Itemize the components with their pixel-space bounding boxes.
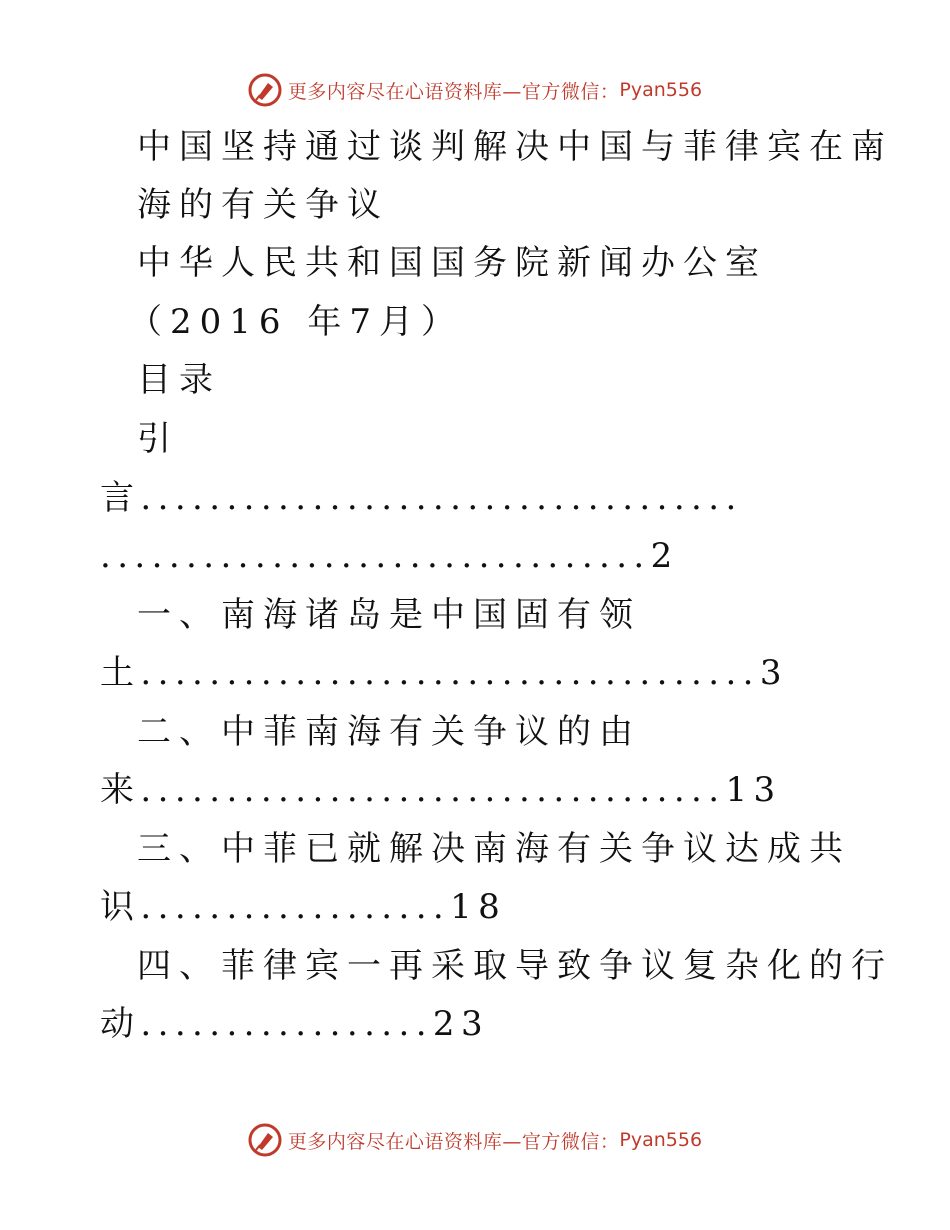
- pen-logo-icon: [248, 73, 282, 107]
- toc-sec1-line2: 土....................................3: [100, 653, 788, 693]
- doc-title-line2: 海的有关争议: [137, 185, 389, 225]
- doc-title-line1: 中国坚持通过谈判解决中国与菲律宾在南: [137, 127, 893, 167]
- toc-sec3-line1: 三、中菲已就解决南海有关争议达成共: [137, 829, 851, 869]
- toc-sec3-line2: 识..................18: [100, 887, 507, 927]
- banner-text: 更多内容尽在心语资料库—官方微信：: [287, 80, 620, 103]
- toc-intro-line2: 言...................................: [100, 478, 743, 518]
- banner-wechat-id: Pyan556: [619, 1129, 703, 1151]
- doc-issuer: 中华人民共和国国务院新闻办公室: [137, 243, 767, 283]
- toc-sec4-line1: 四、菲律宾一再采取导致争议复杂化的行: [137, 946, 893, 986]
- banner-text: 更多内容尽在心语资料库—官方微信：: [287, 1130, 620, 1153]
- bottom-watermark-banner: [0, 1120, 950, 1160]
- toc-sec2-line1: 二、中菲南海有关争议的由: [137, 712, 641, 752]
- top-watermark-banner: [0, 70, 950, 110]
- toc-sec4-line2: 动.................23: [100, 1004, 489, 1044]
- pen-logo-icon: [248, 1123, 282, 1157]
- toc-intro-line1: 引: [137, 419, 179, 459]
- doc-date: （2016 年7月）: [128, 302, 463, 342]
- toc-heading: 目录: [137, 360, 221, 400]
- toc-intro-line3: ................................2: [100, 536, 679, 576]
- toc-sec1-line1: 一、南海诸岛是中国固有领: [137, 595, 641, 635]
- toc-sec2-line2: 来..................................13: [100, 770, 782, 810]
- banner-wechat-id: Pyan556: [619, 79, 703, 101]
